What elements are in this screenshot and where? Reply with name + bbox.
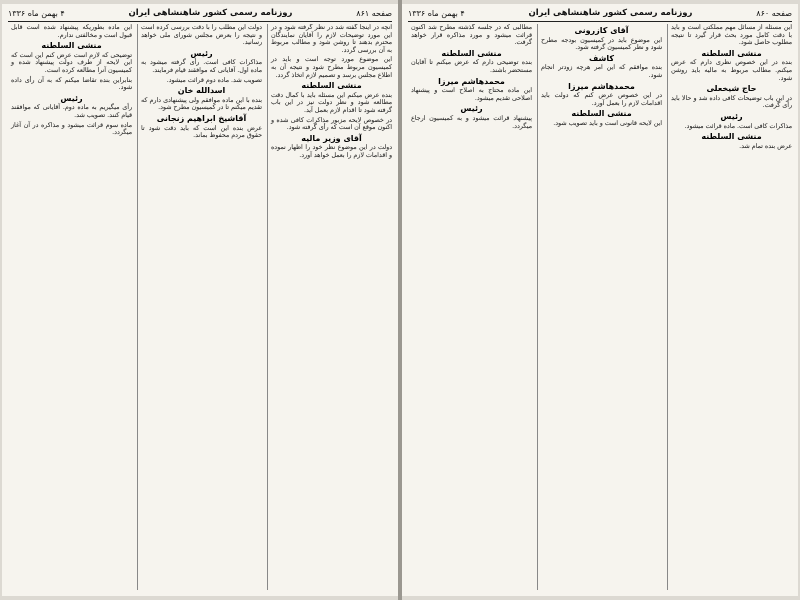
paragraph: مطالبی که در جلسه گذشته مطرح شد اکنون قرائت میشود و مورد مذاکره قرار خواهد گرفت. xyxy=(411,24,532,47)
speaker-heading: حاج شیخعلی xyxy=(706,84,757,94)
left-page xyxy=(2,4,398,596)
right-page xyxy=(402,4,798,596)
paragraph: بنده عرض میکنم این مسئله باید با کمال دقت مطالعه شود و نظر دولت نیز در این باب گرفته شود تا اقدام لازم بعمل آید. xyxy=(271,91,392,114)
speaker-heading: منشی السلطنه xyxy=(701,48,762,58)
speaker-heading: کاشف xyxy=(588,53,615,63)
paragraph: پیشنهاد قرائت میشود و به کمیسیون ارجاع میگردد. xyxy=(411,114,532,130)
speaker-heading: منشی السلطنه xyxy=(571,109,632,119)
speaker-heading: اسدالله خان xyxy=(177,86,226,96)
header-title: روزنامه رسمی کشور شاهنشاهی ایران xyxy=(528,8,693,18)
paragraph: در این خصوص عرض کنم که دولت باید اقدامات لازم را بعمل آورد. xyxy=(541,92,662,107)
speaker-heading: رئیس xyxy=(720,111,743,121)
speaker-heading: منشی السلطنه xyxy=(441,48,502,58)
header-title: روزنامه رسمی کشور شاهنشاهی ایران xyxy=(128,8,293,18)
paragraph: این موضوع مورد توجه است و باید در کمیسیون مربوط مطرح شود و نتیجه آن به اطلاع مجلس برسد و تصمیم لازم اتخاذ گردد. xyxy=(271,56,392,79)
paragraph: تصویب شد. ماده دوم قرائت میشود. xyxy=(166,76,262,84)
paragraph: بنده موافقم که این امر هرچه زودتر انجام شود. xyxy=(541,64,662,79)
text-columns xyxy=(8,24,392,590)
paragraph: بنده توضیحی دارم که عرض میکنم تا آقایان مستحضر باشند. xyxy=(411,59,532,74)
paragraph: این مسئله از مسائل مهم مملکتی است و باید با دقت کامل مورد بحث قرار گیرد تا نتیجه مطلوب حاصل شود. xyxy=(671,24,792,47)
speaker-heading: منشی السلطنه xyxy=(301,81,362,91)
speaker-heading: رئیس xyxy=(190,48,213,58)
header-rule xyxy=(8,21,392,22)
text-column xyxy=(8,24,132,590)
paragraph: در این باب توضیحات کافی داده شد و حالا باید رأی گرفت. xyxy=(671,94,792,110)
paragraph: بنده در این خصوص نظری دارم که عرض میکنم. مطالب مربوط به مالیه باید روشن شود. xyxy=(671,59,792,82)
paragraph: مذاکرات کافی است. رأی گرفته میشود به ماده اول. آقایانی که موافقند قیام فرمایند. xyxy=(141,59,262,74)
text-column xyxy=(267,24,392,590)
speaker-heading: آقای کازرونی xyxy=(574,26,629,35)
header-rule xyxy=(408,21,792,22)
paragraph: عرض بنده تمام شد. xyxy=(739,142,792,150)
text-column xyxy=(137,24,262,590)
paragraph: ماده سوم قرائت میشود و مذاکره در آن آغاز میگردد. xyxy=(11,121,132,137)
header-page-number: صفحه ۸۶۱ xyxy=(356,8,392,18)
paragraph: بنده با این ماده موافقم ولی پیشنهادی دارم که تقدیم میکنم تا در کمیسیون مطرح شود. xyxy=(141,96,262,112)
speaker-heading: رئیس xyxy=(60,93,83,103)
paragraph: آنچه در اینجا گفته شد در نظر گرفته شود و در این مورد توضیحات لازم را آقایان نمایندگان محترم بدهند تا روشن شود و مطالب مربوط به آن بررسی گردد. xyxy=(271,24,392,54)
paragraph: دولت در این موضوع نظر خود را اظهار نموده و اقدامات لازم را بعمل خواهد آورد. xyxy=(271,144,392,159)
paragraph: این لایحه قانونی است و باید تصویب شود. xyxy=(553,119,662,127)
speaker-heading: آقای وزیر مالیه xyxy=(301,133,362,143)
paragraph: دولت این مطلب را با دقت بررسی کرده است و نتیجه را بعرض مجلس شورای ملی خواهد رسانید. xyxy=(141,24,262,47)
header-date: ۴ بهمن ماه ۱۳۳۶ xyxy=(8,8,65,18)
paragraph: عرض بنده این است که باید دقت شود تا حقوق مردم محفوظ بماند. xyxy=(141,124,262,140)
paragraph: این ماده بطوریکه پیشنهاد شده است قابل قبول است و مخالفتی ندارم. xyxy=(11,24,132,39)
paragraph: در خصوص لایحه مزبور مذاکرات کافی شده و اکنون موقع آن است که رأی گرفته شود. xyxy=(271,116,392,132)
paragraph: رأی میگیریم به ماده دوم. آقایانی که موافقند قیام کنند. تصویب شد. xyxy=(11,104,132,119)
speaker-heading: رئیس xyxy=(460,104,483,114)
paragraph: این موضوع باید در کمیسیون بودجه مطرح شود و نظر کمیسیون گرفته شود. xyxy=(541,36,662,52)
header-date: ۴ بهمن ماه ۱۳۳۶ xyxy=(408,8,465,18)
paragraph: مذاکرات کافی است. ماده قرائت میشود. xyxy=(684,122,792,130)
text-columns xyxy=(408,24,792,590)
speaker-heading: محمدهاشم میرزا xyxy=(568,81,635,91)
page-header xyxy=(408,6,792,20)
paragraph: بنابراین بنده تقاضا میکنم که به آن رأی داده شود. xyxy=(11,76,132,92)
page-header xyxy=(8,6,392,20)
speaker-heading: محمدهاشم میرزا xyxy=(438,76,505,86)
speaker-heading: آقاشیخ ابراهیم زنجانی xyxy=(156,113,247,123)
text-column xyxy=(537,24,662,590)
text-column xyxy=(408,24,532,590)
header-page-number: صفحه ۸۶۰ xyxy=(756,8,792,18)
paragraph: توضیحی که لازم است عرض کنم این است که این لایحه از طرف دولت پیشنهاد شده و کمیسیون آنرا مطالعه کرده است. xyxy=(11,51,132,74)
text-column xyxy=(667,24,792,590)
speaker-heading: منشی السلطنه xyxy=(701,132,762,142)
paragraph: این ماده محتاج به اصلاح است و پیشنهاد اصلاحی تقدیم میشود. xyxy=(411,87,532,102)
speaker-heading: منشی السلطنه xyxy=(41,41,102,51)
